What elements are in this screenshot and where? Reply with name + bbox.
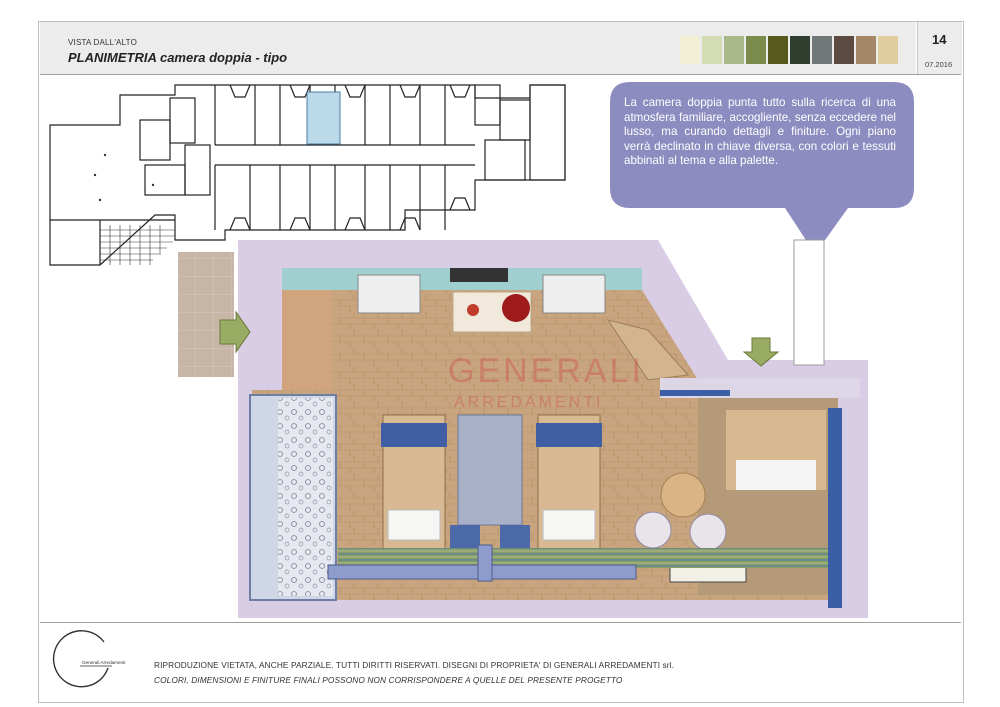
palette-swatch xyxy=(812,36,832,64)
legal-notice: RIPRODUZIONE VIETATA, ANCHE PARZIALE. TUTTI DIRITTI RISERVATI. DISEGNI DI PROPRIETA' DI GENERALI ARREDAMENTI srl. xyxy=(154,660,674,670)
palette-swatch xyxy=(768,36,788,64)
brand-watermark xyxy=(448,352,644,422)
footer-divider xyxy=(40,622,961,623)
palette-swatch xyxy=(702,36,722,64)
palette-swatch xyxy=(834,36,854,64)
disclaimer: COLORI, DIMENSIONI E FINITURE FINALI POSSONO NON CORRISPONDERE A QUELLE DEL PRESENTE PROGETTO xyxy=(154,675,623,685)
palette-swatch xyxy=(856,36,876,64)
header-divider xyxy=(40,74,961,75)
watermark-brand: GENERALI xyxy=(448,352,644,390)
palette-swatch xyxy=(680,36,700,64)
watermark-sub: ARREDAMENTI xyxy=(454,394,604,411)
page-title xyxy=(68,50,287,65)
company-logo xyxy=(50,628,126,692)
palette-swatch xyxy=(746,36,766,64)
view-label: VISTA DALL'ALTO xyxy=(68,38,137,47)
palette-swatch xyxy=(724,36,744,64)
page-date: 07.2016 xyxy=(925,60,953,69)
title-sub: camera doppia - tipo xyxy=(156,50,288,65)
room-top-view xyxy=(178,240,868,618)
title-main: PLANIMETRIA xyxy=(68,50,157,65)
description-text: La camera doppia punta tutto sulla ricerca di una atmosfera familiare, accogliente, senza eccedere nel lusso, ma curando dettagli e finiture. Ogni piano verrà declinato in chiave diversa, con colori e tessuti abbinati al tema e alla palette. xyxy=(624,96,896,168)
page-number: 14 xyxy=(932,32,947,47)
svg-text:Generali Arredamenti: Generali Arredamenti xyxy=(82,660,126,665)
palette-swatch xyxy=(878,36,898,64)
palette-swatch xyxy=(790,36,810,64)
color-palette xyxy=(680,36,898,64)
